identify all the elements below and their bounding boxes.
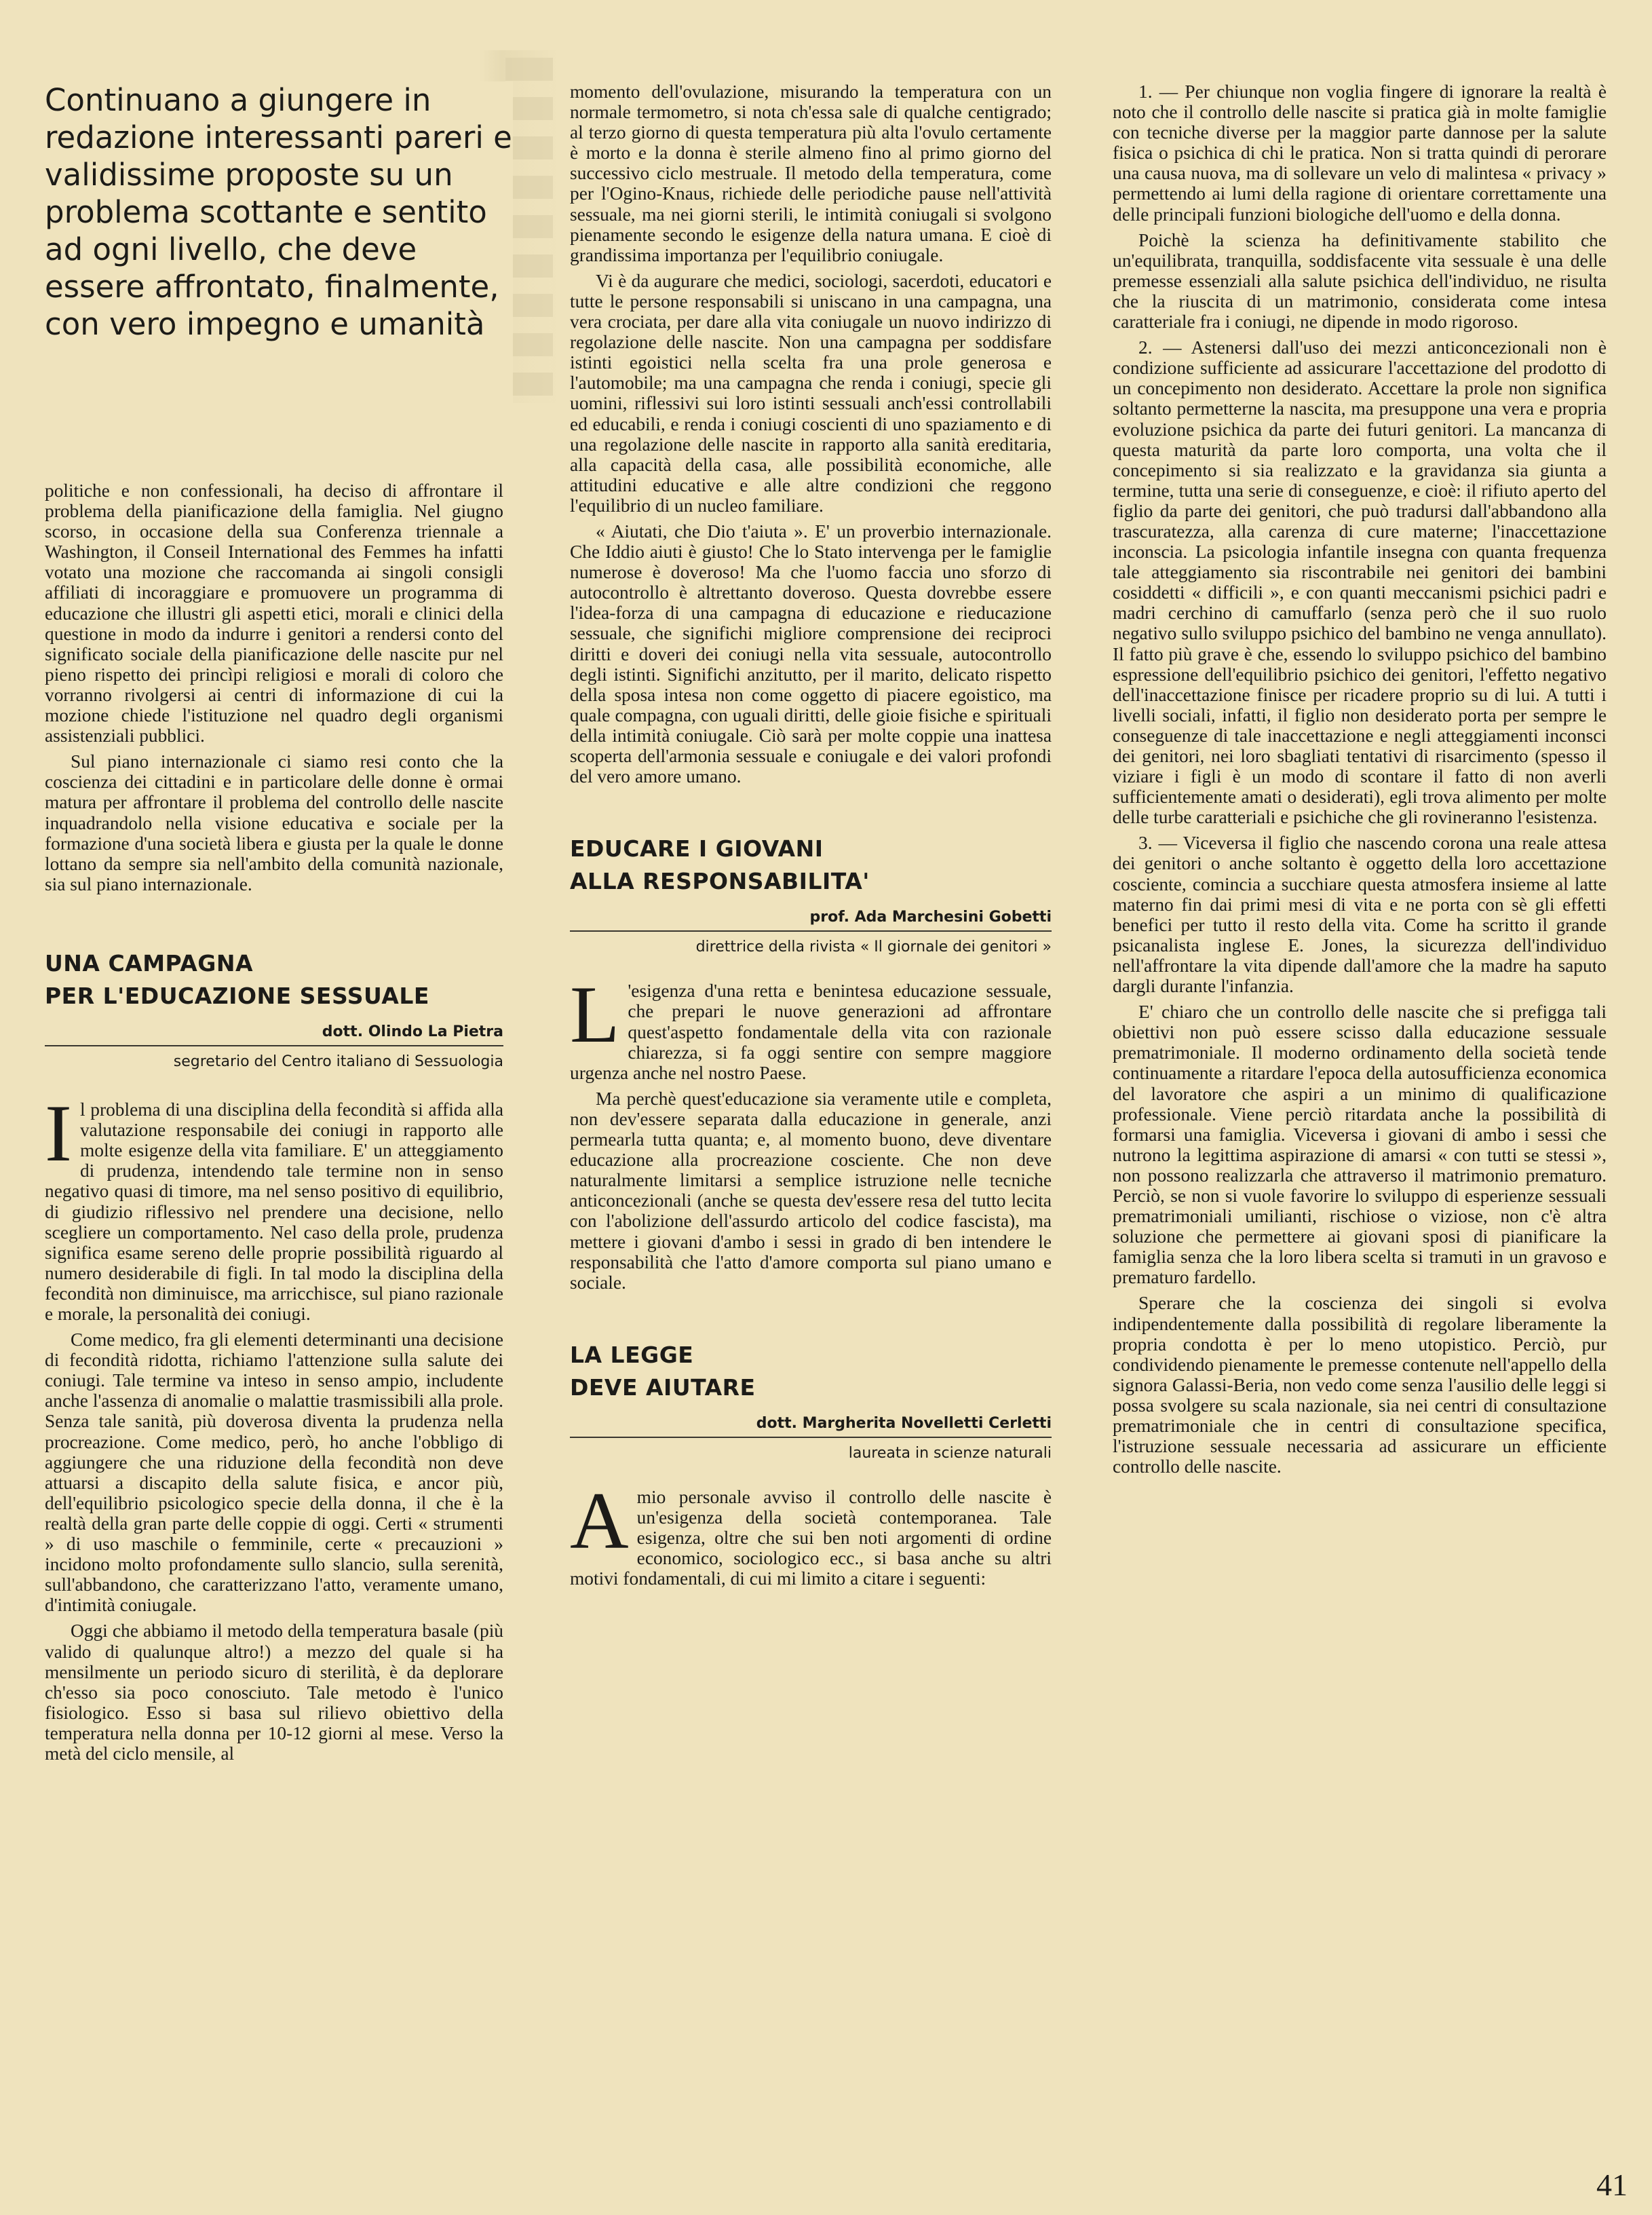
paragraph: momento dell'ovulazione, misurando la temperatura con un normale termometro, si nota ch'essa sale di qualche centigrado; al terzo giorno di questa temperatura più alta l'ovulo certamente è morto e la donna è sterile almeno fino al primo giorno del successivo ciclo mestruale. Il metodo della temperatura, come per l'Ogino-Knaus, richiede delle periodiche pause nell'attività sessuale, ma nei giorni sterili, le intimità coniugali si svolgono pienamente secondo le esigenze della natura umana. E cioè di grandissima importanza per l'equilibrio coniugale. <box>570 81 1052 265</box>
paragraph: Come medico, fra gli elementi determinanti una decisione di fecondità ridotta, richiamo l'attenzione sulla salute dei coniugi. Tale termine va inteso in senso ampio, includente anche l'assenza di anomalie o malattie trasmissibili alla prole. Senza tale sanità, più doverosa diventa la prudenza nella procreazione. Come medico, però, ho anche l'obbligo di aggiungere che una riduzione della fecondità non deve attuarsi a discapito della salute fisica, e ancor più, dell'equilibrio psicologico specie della donna, il che è la realtà della gran parte delle coppie di oggi. Certi « strumenti » di uso maschile o femminile, certe « precauzioni » incidono molto profondamente sullo slancio, sulla serenità, sull'abbandono, che caratterizzano l'atto, veramente umano, d'intimità coniugale. <box>45 1329 503 1616</box>
column-1 <box>45 480 503 1769</box>
author-role: laureata in scienze naturali <box>848 1444 1052 1462</box>
column-2 <box>570 81 1052 1594</box>
paragraph: Il problema di una disciplina della fecondità si affida alla valutazione responsabile dei coniugi in rapporto alle molte esigenze della vita familiare. E' un atteggiamento di prudenza, intendendo tale termine non in senso negativo quasi di timore, ma nel senso positivo di equilibrio, di giudizio riflessivo nel prendere una decisione, nello scegliere un comportamento. Nel caso della prole, prudenza significa esame sereno delle proprie possibilità riguardo al numero desiderabile di figli. In tal modo la disciplina della fecondità non diminuisce, ma arricchisce, sul piano razionale e morale, la personalità dei coniugi. <box>45 1088 503 1324</box>
paragraph: Sperare che la coscienza dei singoli si evolva indipendentemente dalla possibilità di regolare liberamente la propria condotta è per lo meno utopistico. Perciò, pur condividendo pienamente le premesse contenute nell'appello della signora Galassi-Beria, non vedo come senza l'ausilio delle leggi si possa svolgere su scala nazionale, sia nei centri di consultazione prematrimoniale che in centri di consultazione specifica, l'istruzione sessuale necessaria ad assicurare un efficiente controllo delle nascite. <box>1113 1293 1607 1477</box>
author-byline: dott. Margherita Novelletti Cerletti <box>756 1414 1052 1432</box>
intro-standfirst: Continuano a giungere in redazione interessanti pareri e validissime proposte su un problema scottante e sentito ad ogni livello, che deve essere affrontato, finalmente, con vero impegno e umanità <box>45 81 513 407</box>
paragraph: L 'esigenza d'una retta e benintesa educazione sessuale, che prepari le nuove generazioni ad affrontare quest'aspetto fondamentale della vita con razionale chiarezza, si fa oggi sentire con sempre maggiore urgenza anche nel nostro Paese. <box>570 969 1052 1083</box>
drop-cap: I <box>45 1088 72 1179</box>
author-role: direttrice della rivista « Il giornale dei genitori » <box>695 939 1052 956</box>
byline-rule <box>570 930 1052 932</box>
paragraph: Poichè la scienza ha definitivamente stabilito che un'equilibrata, tranquilla, soddisfacente vita sessuale è una delle premesse essenziali alla salute psichica dell'individuo, ne risulta che la riuscita di un matrimonio, considerata come intesa caratteriale fra i coniugi, ne dipende in modo rigoroso. <box>1113 229 1607 333</box>
paragraph: 1. — Per chiunque non voglia fingere di ignorare la realtà è noto che il controllo delle nascite si pratica già in molte famiglie con tecniche diverse per la maggior parte dannose per la salute fisica o psichica di chi le pratica. Non si tratta quindi di perorare una causa nuova, ma di sollevare un velo di malintesa « privacy » permettendo ai lumi della ragione di orientare correttamente una delle principali funzioni biologiche dell'uomo e della donna. <box>1113 81 1607 225</box>
paragraph: 2. — Astenersi dall'uso dei mezzi anticoncezionali non è condizione sufficiente ad assicurare l'accettazione del prodotto di un concepimento non desiderato. Accettare la prole non significa soltanto permetterne la nascita, ma presuppone una vera e propria evoluzione psichica da parte dei futuri genitori. La mancanza di questa maturità da parte loro comporta, una volta che il concepimento si sia realizzato e la gravidanza sia giunta a termine, tutta una serie di conseguenze, e cioè: il rifiuto aperto del figlio da parte dei genitori, che può tradursi dall'abbandono alla trascuratezza, alla carenza di cure materne; l'inaccettazione inconscia. La psicologia infantile insegna con quanta frequenza tale atteggiamento sia riscontrabile nei genitori dei bambini cosiddetti « difficili », e con quanti meccanismi psichici padri e madri cerchino di camuffarlo (senza però che il suo ruolo negativo sullo sviluppo psichico del bambino ne venga annullato). Il fatto più grave è che, essendo lo sviluppo psichico del bambino espressione dell'equilibrio psichico dei genitori, l'effetto negativo dell'inaccettazione finisce per ricadere proprio su di lui. A tutti i livelli sociali, infatti, il figlio non desiderato porta per sempre le conseguenze di tale inaccettazione e negli atteggiamenti inconsci dei genitori, nei loro sbagliati tentativi di risarcimento (spesso il viziare i figli è un modo di scontare il fatto di non averli sufficientemente amati o desiderati), egli trova alimento per molte delle turbe caratteriali e psichiche che gli rovineranno l'esistenza. <box>1113 337 1607 828</box>
author-role: segretario del Centro italiano di Sessuologia <box>173 1053 503 1070</box>
paragraph: Amio personale avviso il controllo delle nascite è un'esigenza della società contemporanea. Tale esigenza, oltre che sui ben noti argomenti di ordine economico, sociologico ecc., si basa anche su altri motivi fondamentali, di cui mi limito a citare i seguenti: <box>570 1475 1052 1589</box>
drop-cap: A <box>570 1475 629 1566</box>
paragraph: Ma perchè quest'educazione sia veramente utile e completa, non dev'essere separata dalla educazione in generale, anzi permearla tutta quanta; e, al momento buono, deve diventare educazione alla procreazione cosciente. Che non deve naturalmente limitarsi a semplice istruzione nelle tecniche anticoncezionali (anche se questa dev'essere resa del tutto lecita con l'abolizione dell'assurdo articolo del codice fascista), ma mettere i giovani d'ambo i sessi in grado di ben intendere le responsabilità che l'atto d'amore comporta sul piano umano e sociale. <box>570 1088 1052 1293</box>
author-byline: dott. Olindo La Pietra <box>322 1023 503 1040</box>
section-heading: EDUCARE I GIOVANI ALLA RESPONSABILITA' <box>570 835 870 895</box>
paragraph: « Aiutati, che Dio t'aiuta ». E' un proverbio internazionale. Che Iddio aiuti è giusto! Che lo Stato intervenga per le famiglie numerose è doveroso! Ma che l'uomo faccia uno sforzo di autocontrollo è altrettanto doveroso. Questa dovrebbe essere l'idea-forza di una campagna di educazione e rieducazione sessuale, che significhi migliore comprensione dei reciproci diritti e doveri dei coniugi nella vita sessuale, autocontrollo degli istinti. Significhi anzitutto, per il marito, delicato rispetto della sposa intesa non come oggetto di piacere egoistico, ma quale compagna, con uguali diritti, delle gioie fisiche e spirituali della intimità coniugale. Ciò sarà per molte coppie una inattesa scoperta dell'armonia sessuale e coniugale e dei valori profondi del vero amore umano. <box>570 520 1052 787</box>
column-3 <box>1113 81 1607 1482</box>
paragraph: politiche e non confessionali, ha deciso di affrontare il problema della pianificazione della famiglia. Nel giugno scorso, in occasione della sua Conferenza triennale a Washington, il Conseil International des Femmes ha infatti votato una mozione che raccomanda ai singoli consigli affiliati di incoraggiare e promuovere un programma di educazione che illustri gli aspetti etici, morali e clinici della questione in modo da indurre i genitori a rendersi conto del significato sociale della pianificazione delle nascite pur nel pieno rispetto dei princìpi religiosi e morali di coloro che vorranno rivolgersi ai centri di informazione di cui la mozione chiede l'istituzione nel quadro degli organismi assistenziali pubblici. <box>45 480 503 746</box>
section-heading: UNA CAMPAGNA PER L'EDUCAZIONE SESSUALE <box>45 949 429 1009</box>
byline-rule <box>570 1437 1052 1438</box>
paragraph: E' chiaro che un controllo delle nascite che si prefigga tali obiettivi non può essere scisso dalla educazione sessuale prematrimoniale. Il moderno ordinamento della società tende continuamente a ritardare l'epoca della autosufficienza economica del lavoratore che aspiri a un minimo di qualificazione professionale. Viene perciò ritardata anche la possibilità di formarsi una famiglia. Viceversa i giovani di ambo i sessi che nutrono la legittima aspirazione di amarsi « con tutti se stessi », non possono realizzarla che attraverso il matrimonio prematuro. Perciò, se non si vuole favorire lo sviluppo di esperienze sessuali prematrimoniali umilianti, rischiose o viziose, non c'è altra soluzione che permettere ai giovani sposi di pianificare la famiglia senza che la loro libera scelta si tramuti in un gravoso e prematuro fardello. <box>1113 1002 1607 1288</box>
paragraph: 3. — Viceversa il figlio che nascendo corona una reale attesa dei genitori o anche soltanto è oggetto della loro accettazione cosciente, comincia a succhiare questa atmosfera insieme al latte materno fin dai primi mesi di vita e ne porta con sè gli effetti benefici per tutto il resto della vita. Come ha scritto il grande psicanalista inglese E. Jones, la sicurezza dell'individuo nell'affrontare la vita dipende dall'amore che la madre ha saputo dargli durante l'infanzia. <box>1113 833 1607 997</box>
byline-rule <box>45 1045 503 1046</box>
page-number: 41 <box>1596 2167 1628 2202</box>
paragraph: Vi è da augurare che medici, sociologi, sacerdoti, educatori e tutte le persone responsabili si uniscano in una campagna, una vera crociata, per dare alla vita coniugale un nuovo indirizzo di regolazione delle nascite. Non una campagna per soddisfare istinti egoistici nella scelta fra una prole generosa e l'automobile; ma una campagna che renda i coniugi, specie gli uomini, riflessivi sui loro istinti sessuali anch'essi controllabili ed educabili, e renda i coniugi coscienti di uno spaziamento e di una regolazione delle nascite in rapporto alla sanità ereditaria, alla capacità della casa, alle possibilità economiche, alle attitudini educative e alle altre condizioni che reggono l'equilibrio di un nucleo familiare. <box>570 270 1052 516</box>
paragraph: Oggi che abbiamo il metodo della temperatura basale (più valido di qualunque altro!) a mezzo del quale si ha mensilmente un periodo sicuro di sterilità, è da deplorare ch'esso sia poco conosciuto. Tale metodo è l'unico fisiologico. Esso si basa sul rilievo obiettivo della temperatura nella donna per 10-12 giorni al mese. Verso la metà del ciclo mensile, al <box>45 1621 503 1764</box>
section-heading: LA LEGGE DEVE AIUTARE <box>570 1341 756 1401</box>
paragraph: Sul piano internazionale ci siamo resi conto che la coscienza dei cittadini e in particolare delle donne è ormai matura per affrontare il problema del controllo delle nascite inquadrandolo nella visione educativa e sociale per la formazione d'una società libera e giusta per la quale le donne lottano da sempre sia nell'ambito della comunità nazionale, sia sul piano internazionale. <box>45 751 503 894</box>
author-byline: prof. Ada Marchesini Gobetti <box>809 909 1052 926</box>
drop-cap: L <box>570 969 620 1060</box>
